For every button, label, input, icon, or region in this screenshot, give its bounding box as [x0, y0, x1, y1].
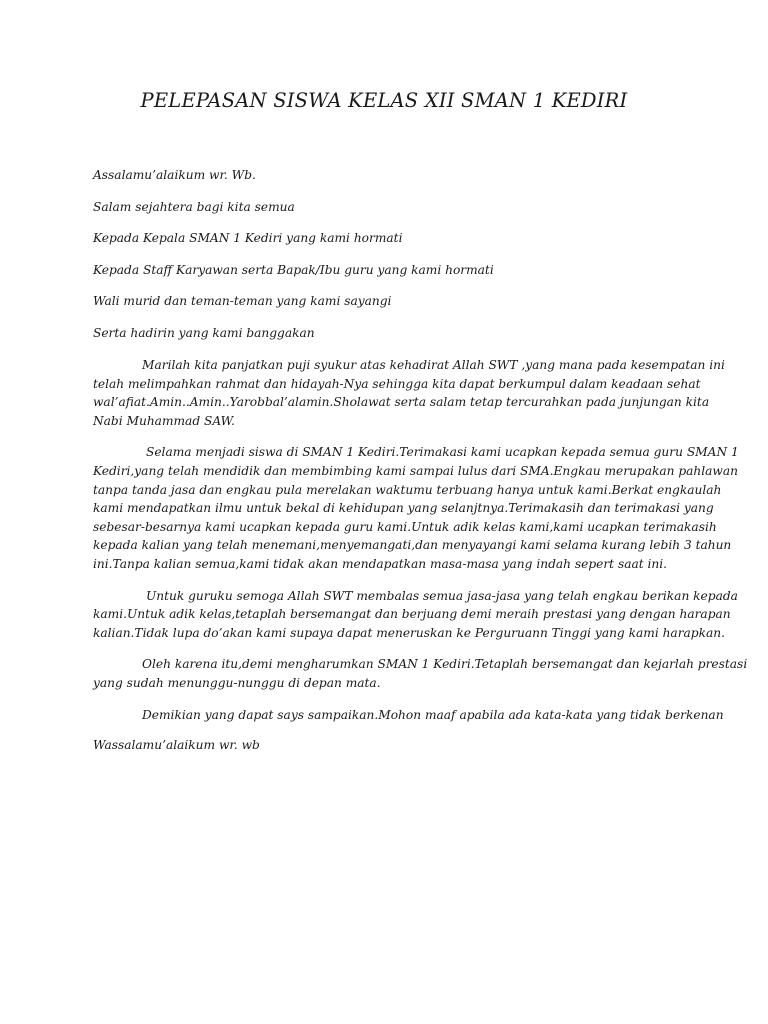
paragraph-line: Untuk guruku semoga Allah SWT membalas semua jasa-jasa yang telah engkau berikan kepada	[146, 588, 738, 603]
document-title: PELEPASAN SISWA KELAS XII SMAN 1 KEDIRI	[140, 89, 628, 112]
paragraph-line: tanpa tanda jasa dan engkau pula merelakan waktumu terbuang hanya untuk kami.Berkat engkaulah	[93, 482, 722, 497]
paragraph-line: yang sudah menunggu-nunggu di depan mata.	[93, 675, 381, 690]
paragraph-thanks	[93, 443, 739, 573]
paragraph-line: kalian.Tidak lupa do’akan kami supaya dapat meneruskan ke Perguruann Tinggi yang kami harapkan.	[93, 625, 725, 640]
paragraph-line: Demikian yang dapat says sampaikan.Mohon maaf apabila ada kata-kata yang tidak berkenan	[142, 707, 724, 722]
paragraph-line: Marilah kita panjatkan puji syukur atas kehadirat Allah SWT ,yang mana pada kesempatan ini	[142, 358, 725, 372]
paragraph-line: Oleh karena itu,demi mengharumkan SMAN 1 Kediri.Tetaplah bersemangat dan kejarlah prestasi	[142, 657, 748, 672]
greeting-line: Assalamu’alaikum wr. Wb.	[93, 168, 256, 182]
paragraph-line: kami mendapatkan ilmu untuk bekal di kehidupan yang selanjtnya.Terimakasih dan terimakasi yang	[93, 501, 714, 516]
paragraph-line: sebesar-besarnya kami ucapkan kepada guru kami.Untuk adik kelas kami,kami ucapkan terimakasih	[93, 519, 717, 534]
paragraph-line: Kediri,yang telah mendidik dan membimbing kami sampai lulus dari SMA.Engkau merupakan pahlawan	[93, 463, 738, 478]
closing-salutation: Wassalamu’alaikum wr. wb	[93, 738, 260, 753]
document-body	[93, 167, 748, 754]
paragraph-line: telah melimpahkan rahmat dan hidayah-Nya sehingga kita dapat berkumpul dalam keadaan sehat	[93, 376, 701, 391]
paragraph-wishes	[93, 587, 738, 643]
paragraph-line: ini.Tanpa kalian semua,kami tidak akan mendapatkan masa-masa yang indah sepert saat ini.	[93, 556, 668, 571]
greeting-line: Kepada Staff Karyawan serta Bapak/Ibu guru yang kami hormati	[93, 262, 494, 277]
greeting-line: Serta hadirin yang kami banggakan	[93, 325, 315, 340]
paragraph-line: Nabi Muhammad SAW.	[93, 413, 235, 428]
paragraph-line: wal’afiat.Amin..Amin..Yarobbal’alamin.Sholawat serta salam tetap tercurahkan pada junjungan kita	[93, 395, 710, 410]
paragraph-encouragement	[93, 655, 748, 692]
paragraph-closing-remarks	[93, 706, 724, 725]
paragraph-opening-prayer	[93, 356, 725, 430]
greeting-line: Salam sejahtera bagi kita semua	[93, 199, 295, 214]
paragraph-line: Selama menjadi siswa di SMAN 1 Kediri.Terimakasi kami ucapkan kepada semua guru SMAN 1	[146, 445, 739, 460]
greeting-line: Kepada Kepala SMAN 1 Kediri yang kami hormati	[93, 231, 403, 245]
greeting-line: Wali murid dan teman-teman yang kami sayangi	[93, 294, 392, 308]
paragraph-line: kami.Untuk adik kelas,tetaplah bersemangat dan berjuang demi meraih prestasi yang dengan harapan	[93, 607, 731, 622]
paragraph-line: kepada kalian yang telah menemani,menyemangati,dan menyayangi kami selama kurang lebih 3 tahun	[93, 538, 732, 553]
